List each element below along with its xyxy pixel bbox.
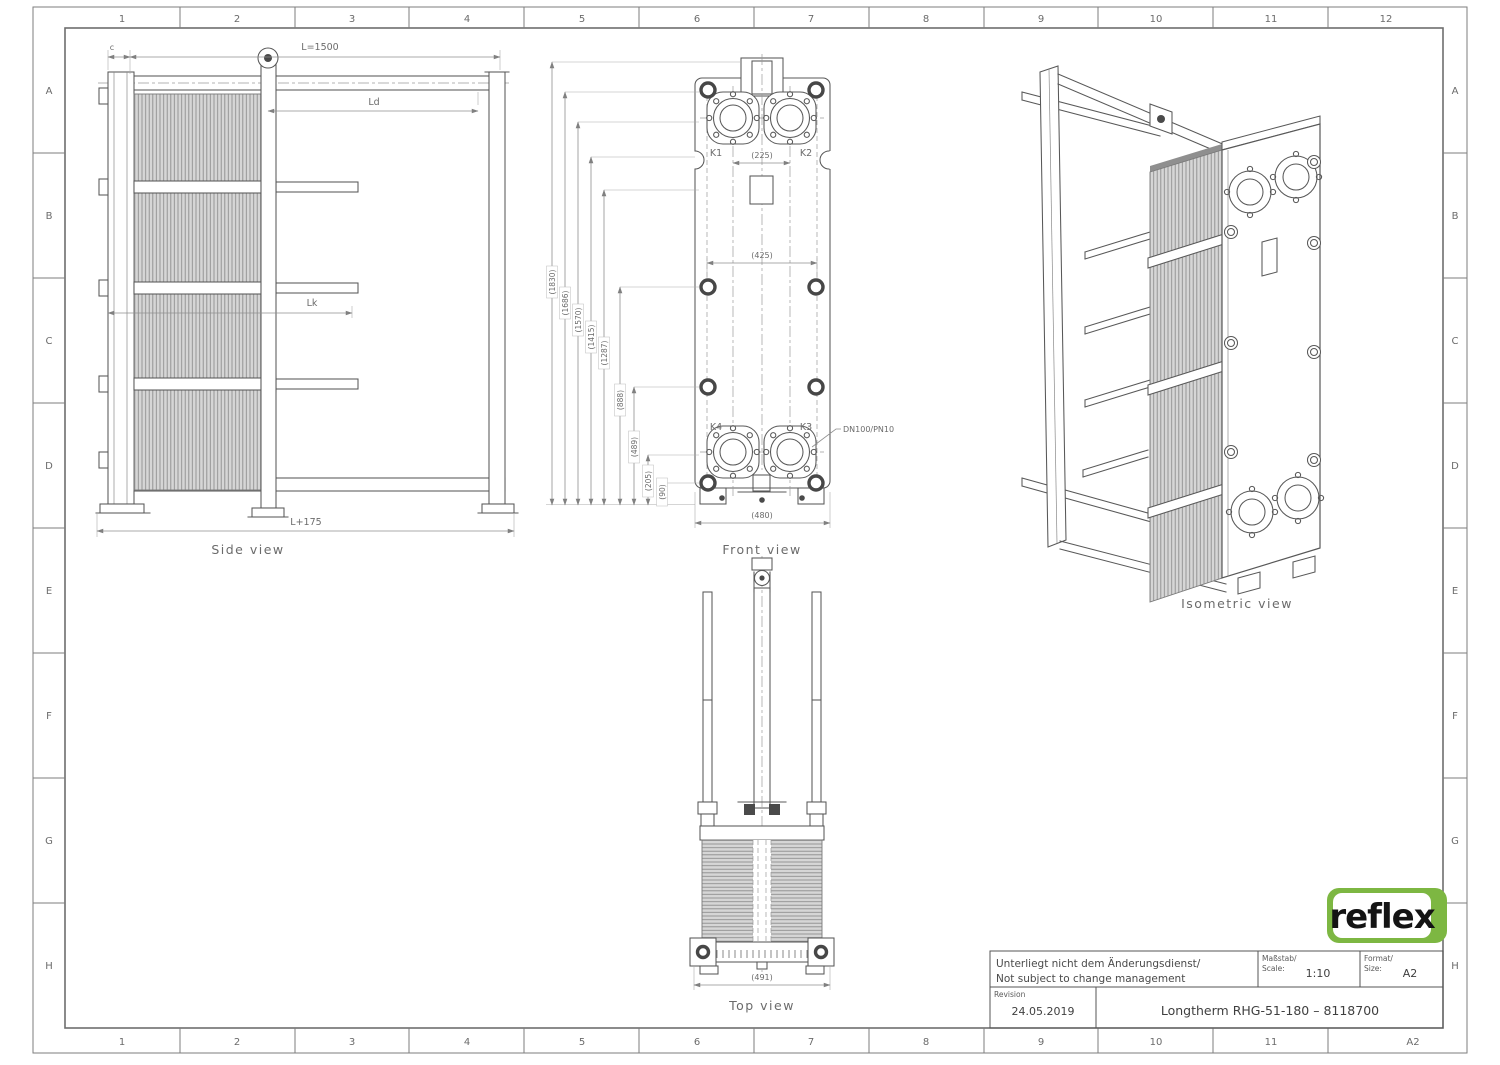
- ruler-letter: F: [46, 711, 52, 722]
- change-note-line2: Not subject to change management: [996, 973, 1186, 985]
- chain-dim: (1686): [561, 290, 570, 316]
- port-label-k3: K3: [799, 422, 813, 433]
- ruler-number: 6: [693, 14, 701, 25]
- revision-date: 24.05.2019: [1011, 1005, 1075, 1018]
- dim-lk: Lk: [306, 298, 318, 309]
- ruler-number: 7: [807, 14, 815, 25]
- format-label-en: Size:: [1364, 964, 1382, 973]
- ruler-number: A2: [1406, 1037, 1420, 1048]
- chain-dim: (1830): [548, 269, 557, 295]
- ruler-number: 3: [348, 1037, 356, 1048]
- scale-label-de: Maßstab/: [1262, 954, 1297, 963]
- port-k3: [764, 426, 817, 479]
- format-label-de: Format/: [1364, 954, 1393, 963]
- port-label-k2: K2: [799, 148, 813, 159]
- chain-dim: (1287): [600, 340, 609, 366]
- ruler-number: 2: [233, 14, 241, 25]
- ruler-letter: E: [45, 586, 53, 597]
- fixed-plate: [108, 72, 134, 504]
- ruler-number: 11: [1264, 14, 1278, 25]
- port-k4: [707, 426, 760, 479]
- dim-width: (480): [751, 511, 773, 520]
- nozzle-spec: DN100/PN10: [843, 425, 895, 434]
- ruler-letter: H: [45, 961, 53, 972]
- ruler-number: 4: [463, 14, 471, 25]
- ruler-letter: B: [45, 211, 53, 222]
- side-view-label: Side view: [211, 542, 285, 557]
- iso-nameplate: [1262, 238, 1277, 276]
- support-column: [489, 72, 505, 504]
- pressure-plate: [261, 62, 276, 508]
- top-view: [690, 556, 834, 1013]
- frame-plate-edge: [700, 826, 824, 840]
- dim-port-spacing: (225): [751, 151, 773, 160]
- chain-dim: (205): [644, 470, 653, 492]
- chain-dim: (888): [616, 389, 625, 411]
- ruler-letter: A: [45, 86, 53, 97]
- ruler-letter: G: [45, 836, 53, 847]
- ruler-number: 7: [807, 1037, 815, 1048]
- ruler-number: 11: [1264, 1037, 1278, 1048]
- port-label-k4: K4: [709, 422, 723, 433]
- ruler-number: 12: [1379, 14, 1393, 25]
- nameplate: [750, 176, 773, 204]
- ruler-letter: A: [1451, 86, 1459, 97]
- ruler-number: 4: [463, 1037, 471, 1048]
- chain-dim: (489): [630, 436, 639, 458]
- dim-c: c: [109, 43, 115, 52]
- reflex-logo: [1327, 888, 1447, 943]
- ruler-letter: B: [1451, 211, 1459, 222]
- ruler-letter: C: [1451, 336, 1459, 347]
- ruler-letter: G: [1451, 836, 1459, 847]
- ruler-number: 10: [1149, 14, 1163, 25]
- logo-text: reflex: [1329, 897, 1435, 937]
- ruler-number: 3: [348, 14, 356, 25]
- chain-dim: (1415): [587, 324, 596, 350]
- ruler-letter: E: [1451, 586, 1459, 597]
- port-k1: [707, 92, 760, 145]
- scale-label-en: Scale:: [1262, 964, 1285, 973]
- ruler-number: 1: [118, 1037, 126, 1048]
- tie-bar-left: [703, 592, 712, 802]
- ruler-number: 8: [922, 1037, 930, 1048]
- dim-width-top: (491): [751, 973, 773, 982]
- dim-bolt-spacing: (425): [751, 251, 773, 260]
- ruler-number: 5: [578, 14, 586, 25]
- ruler-number: 10: [1149, 1037, 1163, 1048]
- ruler-number: 5: [578, 1037, 586, 1048]
- ruler-letter: D: [1451, 461, 1459, 472]
- ruler-letter: H: [1451, 961, 1459, 972]
- port-label-k1: K1: [709, 148, 723, 159]
- ruler-number: 6: [693, 1037, 701, 1048]
- dim-overall: L+175: [290, 517, 322, 528]
- ruler-letter: F: [1452, 711, 1458, 722]
- drawing-title: Longtherm RHG-51-180 – 8118700: [1160, 1003, 1380, 1018]
- port-k2: [764, 92, 817, 145]
- revision-label: Revision: [994, 990, 1026, 999]
- ruler-number: 8: [922, 14, 930, 25]
- chain-dim: (1570): [574, 307, 583, 333]
- ruler-number: 9: [1037, 14, 1045, 25]
- chain-dim: (90): [658, 484, 667, 500]
- format-value: A2: [1402, 967, 1418, 980]
- ruler-number: 9: [1037, 1037, 1045, 1048]
- front-view-label: Front view: [722, 542, 802, 557]
- ruler-letter: D: [45, 461, 53, 472]
- top-view-label: Top view: [729, 998, 795, 1013]
- dim-length: L=1500: [301, 42, 339, 53]
- ruler-letter: C: [45, 336, 53, 347]
- tie-bar-right: [812, 592, 821, 802]
- ruler-number: 2: [233, 1037, 241, 1048]
- lifting-yoke: [752, 558, 772, 570]
- isometric-view-label: Isometric view: [1181, 596, 1293, 611]
- ruler-number: 1: [118, 14, 126, 25]
- dim-ld: Ld: [368, 97, 380, 108]
- change-note-line1: Unterliegt nicht dem Änderungsdienst/: [996, 958, 1201, 970]
- scale-value: 1:10: [1305, 967, 1331, 980]
